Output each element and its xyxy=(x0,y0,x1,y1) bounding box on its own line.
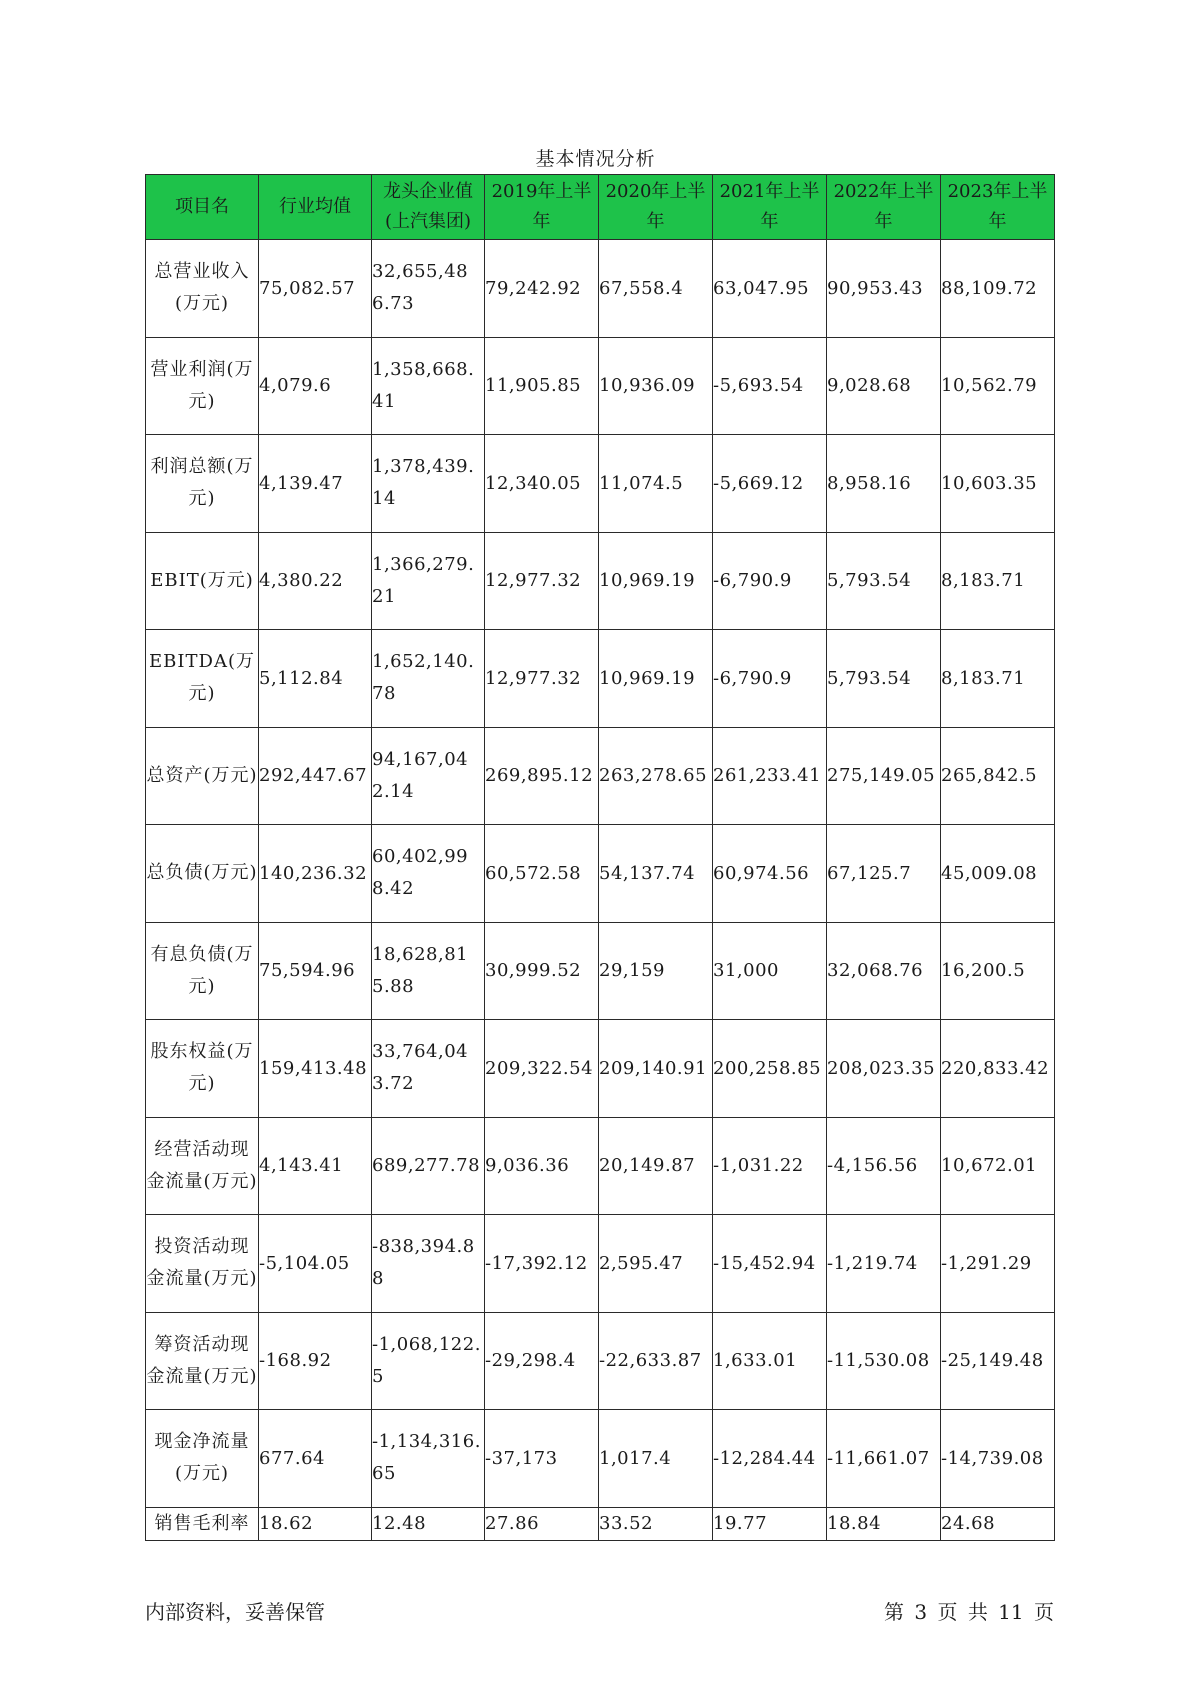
cell-y2022: 208,023.35 xyxy=(827,1020,941,1118)
cell-y2020: 2,595.47 xyxy=(599,1215,713,1313)
cell-avg: 4,143.41 xyxy=(259,1117,372,1215)
cell-lead: 1,358,668.41 xyxy=(372,337,485,435)
cell-y2023: 10,603.35 xyxy=(941,435,1055,533)
cell-y2023: -14,739.08 xyxy=(941,1410,1055,1508)
cell-y2023: 8,183.71 xyxy=(941,532,1055,630)
cell-y2020: 1,017.4 xyxy=(599,1410,713,1508)
cell-lead: -1,068,122.5 xyxy=(372,1312,485,1410)
cell-lead: -1,134,316.65 xyxy=(372,1410,485,1508)
cell-lead: 33,764,043.72 xyxy=(372,1020,485,1118)
cell-y2023: 10,672.01 xyxy=(941,1117,1055,1215)
table-row xyxy=(146,630,1055,728)
cell-y2022: 18.84 xyxy=(827,1507,941,1540)
cell-y2022: 275,149.05 xyxy=(827,727,941,825)
cell-y2023: 10,562.79 xyxy=(941,337,1055,435)
cell-y2021: 63,047.95 xyxy=(713,240,827,338)
cell-y2022: -11,661.07 xyxy=(827,1410,941,1508)
cell-y2023: 8,183.71 xyxy=(941,630,1055,728)
cell-avg: 140,236.32 xyxy=(259,825,372,923)
cell-avg: 4,139.47 xyxy=(259,435,372,533)
table-row xyxy=(146,1507,1055,1540)
cell-y2019: -17,392.12 xyxy=(485,1215,599,1313)
cell-y2022: 8,958.16 xyxy=(827,435,941,533)
cell-lead: 12.48 xyxy=(372,1507,485,1540)
row-label: 总资产(万元) xyxy=(146,727,259,825)
cell-lead: 689,277.78 xyxy=(372,1117,485,1215)
cell-y2019: 9,036.36 xyxy=(485,1117,599,1215)
cell-y2023: -25,149.48 xyxy=(941,1312,1055,1410)
cell-lead: -838,394.88 xyxy=(372,1215,485,1313)
cell-y2019: 269,895.12 xyxy=(485,727,599,825)
column-header: 2021年上半年 xyxy=(713,175,827,240)
cell-y2023: -1,291.29 xyxy=(941,1215,1055,1313)
cell-lead: 1,652,140.78 xyxy=(372,630,485,728)
footer-confidential-note: 内部资料，妥善保管 xyxy=(145,1600,325,1624)
cell-y2020: 10,936.09 xyxy=(599,337,713,435)
table-row xyxy=(146,435,1055,533)
cell-lead: 94,167,042.14 xyxy=(372,727,485,825)
cell-y2020: 10,969.19 xyxy=(599,532,713,630)
cell-y2020: 67,558.4 xyxy=(599,240,713,338)
cell-y2019: 12,340.05 xyxy=(485,435,599,533)
cell-y2022: 5,793.54 xyxy=(827,630,941,728)
cell-y2019: 79,242.92 xyxy=(485,240,599,338)
cell-y2021: -6,790.9 xyxy=(713,630,827,728)
cell-y2022: -4,156.56 xyxy=(827,1117,941,1215)
cell-y2022: -11,530.08 xyxy=(827,1312,941,1410)
row-label: 现金净流量(万元) xyxy=(146,1410,259,1508)
cell-y2021: 31,000 xyxy=(713,922,827,1020)
cell-y2023: 45,009.08 xyxy=(941,825,1055,923)
cell-y2020: 209,140.91 xyxy=(599,1020,713,1118)
cell-avg: 4,079.6 xyxy=(259,337,372,435)
cell-y2021: -5,669.12 xyxy=(713,435,827,533)
cell-y2021: -1,031.22 xyxy=(713,1117,827,1215)
cell-y2020: 10,969.19 xyxy=(599,630,713,728)
cell-y2020: 54,137.74 xyxy=(599,825,713,923)
table-row xyxy=(146,1215,1055,1313)
cell-y2020: 20,149.87 xyxy=(599,1117,713,1215)
cell-avg: 18.62 xyxy=(259,1507,372,1540)
cell-avg: 292,447.67 xyxy=(259,727,372,825)
row-label: EBIT(万元) xyxy=(146,532,259,630)
cell-y2019: 60,572.58 xyxy=(485,825,599,923)
row-label: 股东权益(万元) xyxy=(146,1020,259,1118)
cell-lead: 1,378,439.14 xyxy=(372,435,485,533)
row-label: EBITDA(万元) xyxy=(146,630,259,728)
cell-y2022: 32,068.76 xyxy=(827,922,941,1020)
column-header: 2019年上半年 xyxy=(485,175,599,240)
cell-y2020: -22,633.87 xyxy=(599,1312,713,1410)
row-label: 营业利润(万元) xyxy=(146,337,259,435)
cell-lead: 60,402,998.42 xyxy=(372,825,485,923)
cell-avg: -5,104.05 xyxy=(259,1215,372,1313)
cell-avg: 5,112.84 xyxy=(259,630,372,728)
column-header: 2020年上半年 xyxy=(599,175,713,240)
cell-y2021: 19.77 xyxy=(713,1507,827,1540)
table-row xyxy=(146,727,1055,825)
cell-y2019: -37,173 xyxy=(485,1410,599,1508)
table-row xyxy=(146,825,1055,923)
cell-y2020: 29,159 xyxy=(599,922,713,1020)
row-label: 经营活动现金流量(万元) xyxy=(146,1117,259,1215)
cell-avg: 677.64 xyxy=(259,1410,372,1508)
row-label: 利润总额(万元) xyxy=(146,435,259,533)
row-label: 总营业收入(万元) xyxy=(146,240,259,338)
table-row xyxy=(146,922,1055,1020)
column-header: 龙头企业值(上汽集团) xyxy=(372,175,485,240)
cell-y2019: 209,322.54 xyxy=(485,1020,599,1118)
cell-avg: 4,380.22 xyxy=(259,532,372,630)
cell-y2019: 30,999.52 xyxy=(485,922,599,1020)
cell-y2019: 12,977.32 xyxy=(485,532,599,630)
cell-y2023: 220,833.42 xyxy=(941,1020,1055,1118)
row-label: 销售毛利率 xyxy=(146,1507,259,1540)
cell-lead: 1,366,279.21 xyxy=(372,532,485,630)
cell-y2021: 261,233.41 xyxy=(713,727,827,825)
cell-y2022: 67,125.7 xyxy=(827,825,941,923)
column-header: 2022年上半年 xyxy=(827,175,941,240)
cell-y2022: 9,028.68 xyxy=(827,337,941,435)
table-caption: 基本情况分析 xyxy=(535,148,656,170)
cell-y2021: -15,452.94 xyxy=(713,1215,827,1313)
cell-y2021: -6,790.9 xyxy=(713,532,827,630)
cell-avg: 75,082.57 xyxy=(259,240,372,338)
table-row xyxy=(146,337,1055,435)
cell-y2022: 90,953.43 xyxy=(827,240,941,338)
row-label: 总负债(万元) xyxy=(146,825,259,923)
cell-lead: 32,655,486.73 xyxy=(372,240,485,338)
cell-y2021: 200,258.85 xyxy=(713,1020,827,1118)
cell-y2020: 33.52 xyxy=(599,1507,713,1540)
table-row xyxy=(146,1410,1055,1508)
row-label: 投资活动现金流量(万元) xyxy=(146,1215,259,1313)
cell-y2022: -1,219.74 xyxy=(827,1215,941,1313)
cell-y2021: 1,633.01 xyxy=(713,1312,827,1410)
cell-y2019: 12,977.32 xyxy=(485,630,599,728)
table-row xyxy=(146,1117,1055,1215)
cell-avg: 159,413.48 xyxy=(259,1020,372,1118)
column-header: 行业均值 xyxy=(259,175,372,240)
row-label: 有息负债(万元) xyxy=(146,922,259,1020)
cell-y2023: 16,200.5 xyxy=(941,922,1055,1020)
financial-table xyxy=(145,174,1055,1541)
column-header: 项目名 xyxy=(146,175,259,240)
table-header-row xyxy=(146,175,1055,240)
cell-y2019: 11,905.85 xyxy=(485,337,599,435)
table-row xyxy=(146,240,1055,338)
cell-y2021: 60,974.56 xyxy=(713,825,827,923)
table-row xyxy=(146,1020,1055,1118)
cell-y2023: 265,842.5 xyxy=(941,727,1055,825)
column-header: 2023年上半年 xyxy=(941,175,1055,240)
table-row xyxy=(146,1312,1055,1410)
footer-page-number: 第 3 页 共 11 页 xyxy=(884,1600,1054,1624)
cell-y2019: 27.86 xyxy=(485,1507,599,1540)
cell-y2023: 88,109.72 xyxy=(941,240,1055,338)
cell-y2023: 24.68 xyxy=(941,1507,1055,1540)
cell-y2022: 5,793.54 xyxy=(827,532,941,630)
cell-avg: -168.92 xyxy=(259,1312,372,1410)
cell-y2021: -12,284.44 xyxy=(713,1410,827,1508)
row-label: 筹资活动现金流量(万元) xyxy=(146,1312,259,1410)
cell-y2021: -5,693.54 xyxy=(713,337,827,435)
table-row xyxy=(146,532,1055,630)
cell-y2019: -29,298.4 xyxy=(485,1312,599,1410)
cell-y2020: 11,074.5 xyxy=(599,435,713,533)
cell-avg: 75,594.96 xyxy=(259,922,372,1020)
cell-lead: 18,628,815.88 xyxy=(372,922,485,1020)
cell-y2020: 263,278.65 xyxy=(599,727,713,825)
